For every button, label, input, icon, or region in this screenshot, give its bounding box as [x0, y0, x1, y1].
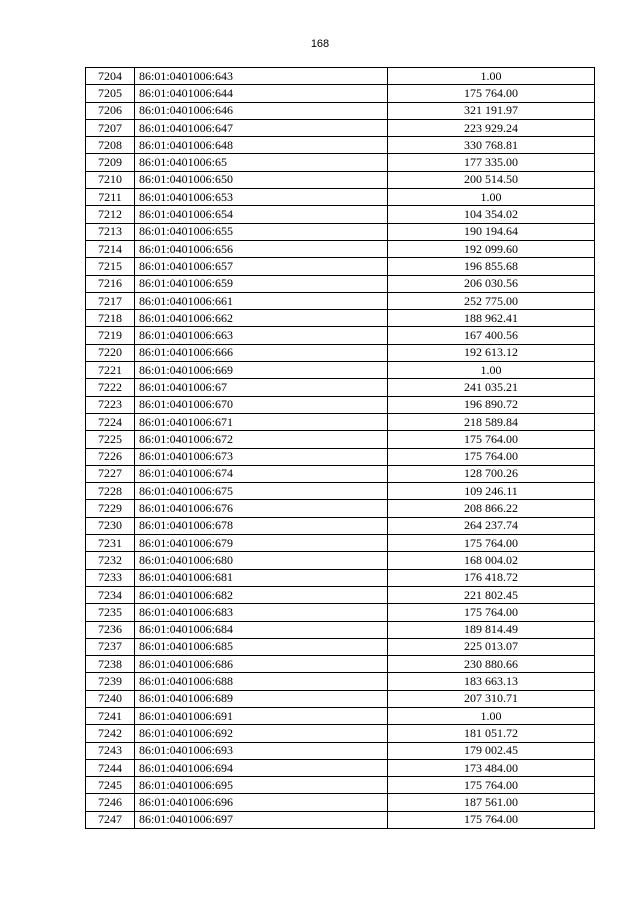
- cadastral-value-cell: 128 700.26: [388, 465, 595, 482]
- row-number-cell: 7224: [86, 413, 135, 430]
- table-row: [86, 258, 595, 275]
- cadastral-value-cell: 223 929.24: [388, 119, 595, 136]
- row-number-cell: 7240: [86, 690, 135, 707]
- cadastral-value-cell: 181 051.72: [388, 725, 595, 742]
- row-number-cell: 7204: [86, 68, 135, 85]
- cadastral-value-cell: 252 775.00: [388, 292, 595, 309]
- table-row: [86, 656, 595, 673]
- cadastral-value-cell: 189 814.49: [388, 621, 595, 638]
- cadastral-value-cell: 175 764.00: [388, 777, 595, 794]
- table-row: [86, 102, 595, 119]
- cadastral-number-cell: 86:01:0401006:643: [135, 68, 388, 85]
- cadastral-number-cell: 86:01:0401006:669: [135, 362, 388, 379]
- cadastral-number-cell: 86:01:0401006:646: [135, 102, 388, 119]
- table-row: [86, 690, 595, 707]
- table-body: [86, 68, 595, 829]
- cadastral-number-cell: 86:01:0401006:691: [135, 707, 388, 724]
- cadastral-number-cell: 86:01:0401006:679: [135, 535, 388, 552]
- table-row: [86, 707, 595, 724]
- row-number-cell: 7217: [86, 292, 135, 309]
- cadastral-number-cell: 86:01:0401006:656: [135, 240, 388, 257]
- cadastral-number-cell: 86:01:0401006:693: [135, 742, 388, 759]
- cadastral-value-cell: 206 030.56: [388, 275, 595, 292]
- cadastral-value-cell: 218 589.84: [388, 413, 595, 430]
- table-row: [86, 327, 595, 344]
- row-number-cell: 7210: [86, 171, 135, 188]
- table-row: [86, 206, 595, 223]
- cadastral-number-cell: 86:01:0401006:688: [135, 673, 388, 690]
- cadastral-number-cell: 86:01:0401006:662: [135, 310, 388, 327]
- cadastral-number-cell: 86:01:0401006:653: [135, 189, 388, 206]
- table-row: [86, 569, 595, 586]
- cadastral-value-cell: 167 400.56: [388, 327, 595, 344]
- cadastral-value-cell: 192 613.12: [388, 344, 595, 361]
- table-row: [86, 448, 595, 465]
- cadastral-number-cell: 86:01:0401006:655: [135, 223, 388, 240]
- cadastral-value-cell: 1.00: [388, 189, 595, 206]
- table-row: [86, 552, 595, 569]
- cadastral-value-cell: 230 880.66: [388, 656, 595, 673]
- cadastral-value-table: [85, 67, 595, 829]
- cadastral-number-cell: 86:01:0401006:659: [135, 275, 388, 292]
- table-row: [86, 275, 595, 292]
- cadastral-number-cell: 86:01:0401006:663: [135, 327, 388, 344]
- row-number-cell: 7226: [86, 448, 135, 465]
- table-row: [86, 465, 595, 482]
- cadastral-value-cell: 179 002.45: [388, 742, 595, 759]
- row-number-cell: 7241: [86, 707, 135, 724]
- cadastral-value-cell: 190 194.64: [388, 223, 595, 240]
- cadastral-number-cell: 86:01:0401006:672: [135, 431, 388, 448]
- row-number-cell: 7220: [86, 344, 135, 361]
- table-row: [86, 483, 595, 500]
- table-row: [86, 396, 595, 413]
- cadastral-number-cell: 86:01:0401006:65: [135, 154, 388, 171]
- cadastral-value-cell: 176 418.72: [388, 569, 595, 586]
- table-row: [86, 68, 595, 85]
- cadastral-number-cell: 86:01:0401006:678: [135, 517, 388, 534]
- cadastral-value-cell: 207 310.71: [388, 690, 595, 707]
- cadastral-value-cell: 175 764.00: [388, 535, 595, 552]
- table-row: [86, 604, 595, 621]
- row-number-cell: 7212: [86, 206, 135, 223]
- cadastral-number-cell: 86:01:0401006:680: [135, 552, 388, 569]
- row-number-cell: 7215: [86, 258, 135, 275]
- cadastral-value-cell: 173 484.00: [388, 759, 595, 776]
- cadastral-value-cell: 1.00: [388, 68, 595, 85]
- cadastral-value-cell: 196 855.68: [388, 258, 595, 275]
- table-row: [86, 621, 595, 638]
- cadastral-number-cell: 86:01:0401006:696: [135, 794, 388, 811]
- cadastral-number-cell: 86:01:0401006:681: [135, 569, 388, 586]
- cadastral-number-cell: 86:01:0401006:648: [135, 137, 388, 154]
- cadastral-value-cell: 321 191.97: [388, 102, 595, 119]
- row-number-cell: 7227: [86, 465, 135, 482]
- cadastral-number-cell: 86:01:0401006:684: [135, 621, 388, 638]
- row-number-cell: 7235: [86, 604, 135, 621]
- cadastral-number-cell: 86:01:0401006:683: [135, 604, 388, 621]
- cadastral-number-cell: 86:01:0401006:682: [135, 586, 388, 603]
- row-number-cell: 7244: [86, 759, 135, 776]
- cadastral-number-cell: 86:01:0401006:670: [135, 396, 388, 413]
- cadastral-number-cell: 86:01:0401006:676: [135, 500, 388, 517]
- table-row: [86, 310, 595, 327]
- row-number-cell: 7231: [86, 535, 135, 552]
- cadastral-value-cell: 264 237.74: [388, 517, 595, 534]
- cadastral-value-cell: 175 764.00: [388, 811, 595, 828]
- cadastral-number-cell: 86:01:0401006:689: [135, 690, 388, 707]
- row-number-cell: 7221: [86, 362, 135, 379]
- table-row: [86, 137, 595, 154]
- cadastral-number-cell: 86:01:0401006:675: [135, 483, 388, 500]
- table-row: [86, 811, 595, 828]
- table-row: [86, 189, 595, 206]
- table-row: [86, 379, 595, 396]
- table-row: [86, 794, 595, 811]
- cadastral-value-cell: 192 099.60: [388, 240, 595, 257]
- row-number-cell: 7238: [86, 656, 135, 673]
- table-row: [86, 413, 595, 430]
- cadastral-number-cell: 86:01:0401006:694: [135, 759, 388, 776]
- cadastral-number-cell: 86:01:0401006:697: [135, 811, 388, 828]
- table-row: [86, 292, 595, 309]
- cadastral-value-cell: 104 354.02: [388, 206, 595, 223]
- cadastral-value-cell: 177 335.00: [388, 154, 595, 171]
- cadastral-number-cell: 86:01:0401006:695: [135, 777, 388, 794]
- cadastral-number-cell: 86:01:0401006:671: [135, 413, 388, 430]
- row-number-cell: 7245: [86, 777, 135, 794]
- table-row: [86, 638, 595, 655]
- row-number-cell: 7246: [86, 794, 135, 811]
- cadastral-number-cell: 86:01:0401006:674: [135, 465, 388, 482]
- row-number-cell: 7208: [86, 137, 135, 154]
- cadastral-value-cell: 188 962.41: [388, 310, 595, 327]
- table-row: [86, 344, 595, 361]
- cadastral-number-cell: 86:01:0401006:692: [135, 725, 388, 742]
- table-row: [86, 223, 595, 240]
- row-number-cell: 7229: [86, 500, 135, 517]
- cadastral-number-cell: 86:01:0401006:686: [135, 656, 388, 673]
- cadastral-value-cell: 221 802.45: [388, 586, 595, 603]
- row-number-cell: 7205: [86, 85, 135, 102]
- row-number-cell: 7242: [86, 725, 135, 742]
- cadastral-value-cell: 175 764.00: [388, 604, 595, 621]
- table-row: [86, 725, 595, 742]
- cadastral-value-cell: 208 866.22: [388, 500, 595, 517]
- row-number-cell: 7228: [86, 483, 135, 500]
- row-number-cell: 7237: [86, 638, 135, 655]
- row-number-cell: 7207: [86, 119, 135, 136]
- table-row: [86, 500, 595, 517]
- row-number-cell: 7209: [86, 154, 135, 171]
- table-row: [86, 517, 595, 534]
- row-number-cell: 7232: [86, 552, 135, 569]
- table-row: [86, 171, 595, 188]
- row-number-cell: 7233: [86, 569, 135, 586]
- cadastral-value-cell: 241 035.21: [388, 379, 595, 396]
- table-row: [86, 777, 595, 794]
- cadastral-value-cell: 225 013.07: [388, 638, 595, 655]
- row-number-cell: 7213: [86, 223, 135, 240]
- row-number-cell: 7214: [86, 240, 135, 257]
- row-number-cell: 7230: [86, 517, 135, 534]
- cadastral-value-cell: 175 764.00: [388, 85, 595, 102]
- cadastral-value-cell: 1.00: [388, 707, 595, 724]
- cadastral-number-cell: 86:01:0401006:644: [135, 85, 388, 102]
- row-number-cell: 7236: [86, 621, 135, 638]
- table-row: [86, 535, 595, 552]
- cadastral-value-cell: 168 004.02: [388, 552, 595, 569]
- table-row: [86, 119, 595, 136]
- cadastral-value-cell: 1.00: [388, 362, 595, 379]
- cadastral-value-cell: 187 561.00: [388, 794, 595, 811]
- table-row: [86, 431, 595, 448]
- page-number: 168: [310, 38, 330, 50]
- row-number-cell: 7239: [86, 673, 135, 690]
- cadastral-number-cell: 86:01:0401006:673: [135, 448, 388, 465]
- cadastral-number-cell: 86:01:0401006:654: [135, 206, 388, 223]
- row-number-cell: 7225: [86, 431, 135, 448]
- cadastral-value-cell: 330 768.81: [388, 137, 595, 154]
- row-number-cell: 7243: [86, 742, 135, 759]
- row-number-cell: 7223: [86, 396, 135, 413]
- table-row: [86, 759, 595, 776]
- table-row: [86, 586, 595, 603]
- row-number-cell: 7222: [86, 379, 135, 396]
- row-number-cell: 7216: [86, 275, 135, 292]
- cadastral-value-cell: 175 764.00: [388, 448, 595, 465]
- row-number-cell: 7247: [86, 811, 135, 828]
- row-number-cell: 7219: [86, 327, 135, 344]
- cadastral-number-cell: 86:01:0401006:666: [135, 344, 388, 361]
- cadastral-value-cell: 175 764.00: [388, 431, 595, 448]
- row-number-cell: 7218: [86, 310, 135, 327]
- cadastral-number-cell: 86:01:0401006:647: [135, 119, 388, 136]
- table-row: [86, 742, 595, 759]
- cadastral-value-cell: 109 246.11: [388, 483, 595, 500]
- cadastral-number-cell: 86:01:0401006:67: [135, 379, 388, 396]
- table-row: [86, 154, 595, 171]
- table-row: [86, 362, 595, 379]
- table-row: [86, 85, 595, 102]
- row-number-cell: 7234: [86, 586, 135, 603]
- cadastral-number-cell: 86:01:0401006:685: [135, 638, 388, 655]
- cadastral-number-cell: 86:01:0401006:650: [135, 171, 388, 188]
- cadastral-value-cell: 200 514.50: [388, 171, 595, 188]
- row-number-cell: 7211: [86, 189, 135, 206]
- cadastral-number-cell: 86:01:0401006:657: [135, 258, 388, 275]
- table-row: [86, 673, 595, 690]
- cadastral-value-cell: 196 890.72: [388, 396, 595, 413]
- row-number-cell: 7206: [86, 102, 135, 119]
- cadastral-number-cell: 86:01:0401006:661: [135, 292, 388, 309]
- cadastral-value-cell: 183 663.13: [388, 673, 595, 690]
- table-row: [86, 240, 595, 257]
